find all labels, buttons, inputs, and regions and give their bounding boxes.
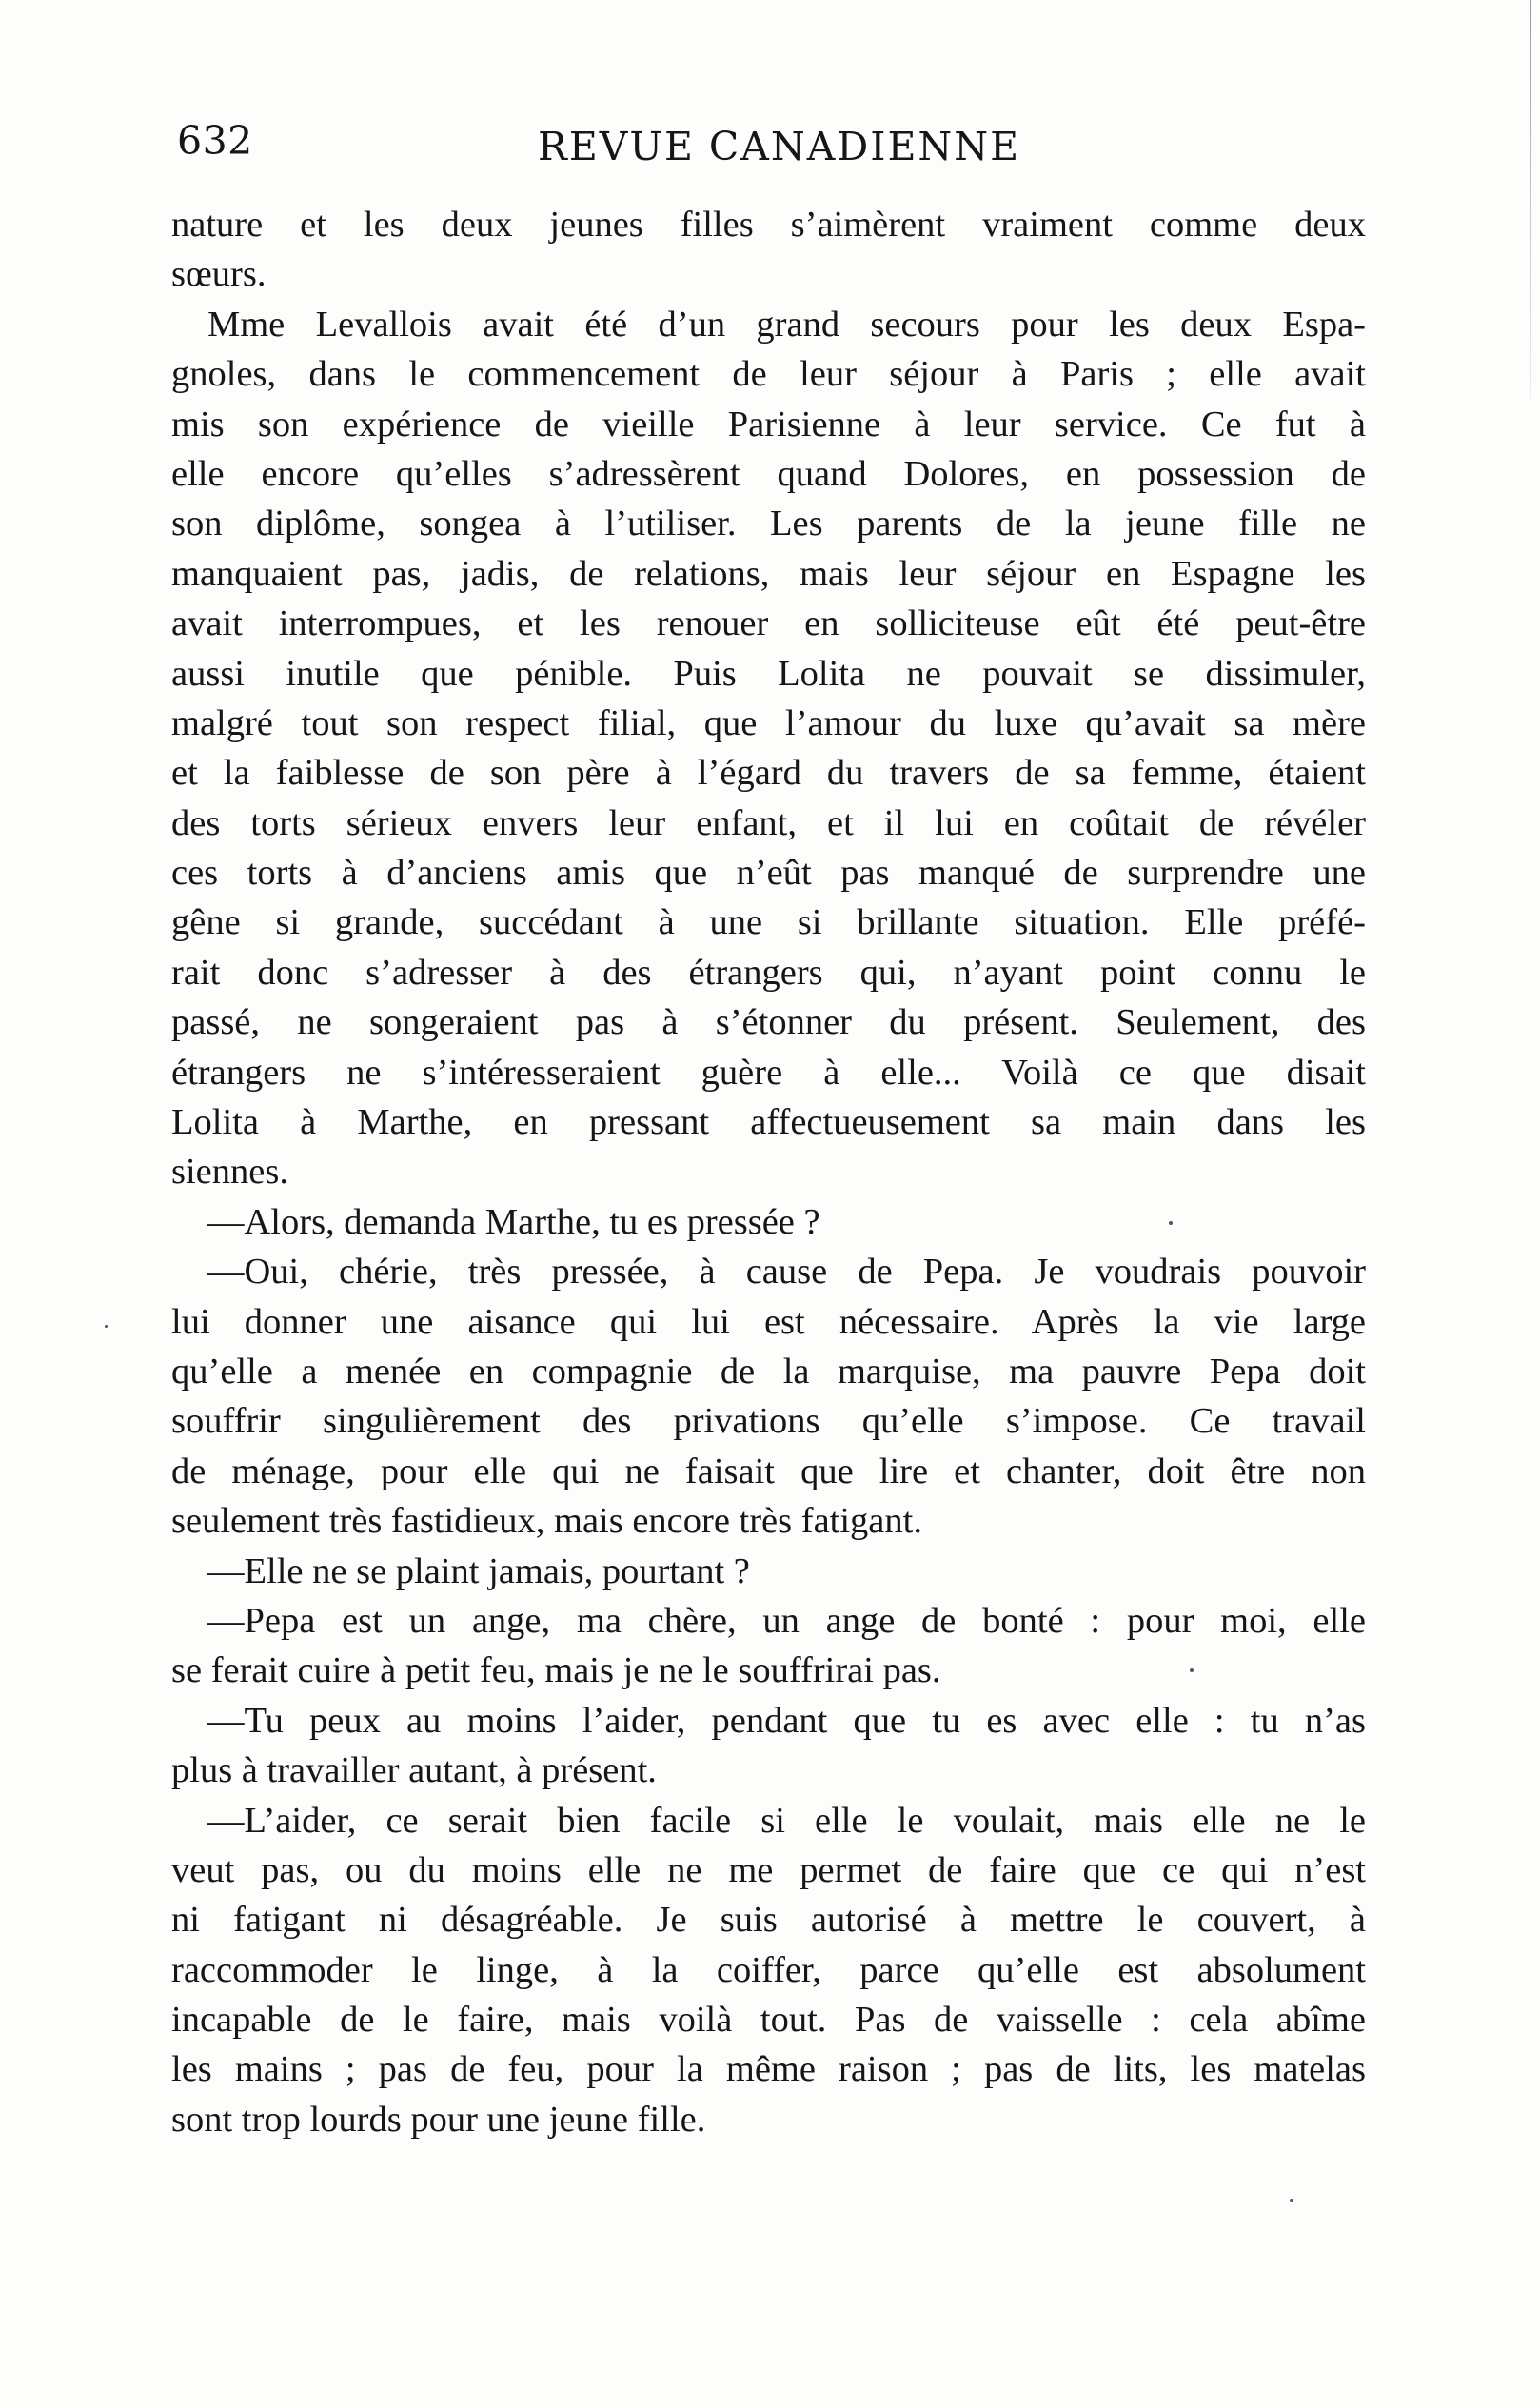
text-line: qu’elle a menée en compagnie de la marquise, ma pauvre Pepa doit — [171, 1351, 1366, 1392]
print-speck — [1190, 1668, 1194, 1672]
print-speck — [1169, 1221, 1173, 1225]
text-line: plus à travailler autant, à présent. — [171, 1750, 657, 1791]
text-line: de ménage, pour elle qui ne faisait que lire et chanter, doit être non — [171, 1451, 1366, 1491]
text-line: sont trop lourds pour une jeune fille. — [171, 2099, 706, 2140]
text-line: mis son expérience de vieille Parisienne à leur service. Ce fut à — [171, 404, 1366, 444]
text-line: ces torts à d’anciens amis que n’eût pas manqué de surprendre une — [171, 853, 1366, 894]
text-line: incapable de le faire, mais voilà tout. Pas de vaisselle : cela abîme — [171, 2000, 1366, 2041]
text-line: gêne si grande, succédant à une si brillante situation. Elle préfé- — [171, 902, 1366, 943]
text-line: —Oui, chérie, très pressée, à cause de Pepa. Je voudrais pouvoir — [207, 1252, 1366, 1293]
text-line: —L’aider, ce serait bien facile si elle le voulait, mais elle ne le — [207, 1800, 1366, 1841]
text-line: rait donc s’adresser à des étrangers qui, n’ayant point connu le — [171, 952, 1366, 993]
text-line: nature et les deux jeunes filles s’aimèrent vraiment comme deux — [171, 205, 1366, 245]
body-text — [171, 200, 1366, 2144]
text-line: gnoles, dans le commencement de leur séjour à Paris ; elle avait — [171, 354, 1366, 395]
text-line: veut pas, ou du moins elle ne me permet de faire que ce qui n’est — [171, 1849, 1366, 1890]
text-line: malgré tout son respect filial, que l’amour du luxe qu’avait sa mère — [171, 702, 1366, 743]
text-line: ni fatigant ni désagréable. Je suis autorisé à mettre le couvert, à — [171, 1900, 1366, 1941]
page-edge-rule — [1530, 0, 1531, 400]
text-line: seulement très fastidieux, mais encore très fatigant. — [171, 1501, 922, 1542]
text-line: aussi inutile que pénible. Puis Lolita ne pouvait se dissimuler, — [171, 653, 1366, 694]
text-line: elle encore qu’elles s’adressèrent quand Dolores, en possession de — [171, 453, 1366, 494]
text-line: se ferait cuire à petit feu, mais je ne le souffrirai pas. — [171, 1650, 941, 1691]
text-line: manquaient pas, jadis, de relations, mais leur séjour en Espagne les — [171, 553, 1366, 594]
print-speck — [1290, 2199, 1293, 2202]
text-line: son diplôme, songea à l’utiliser. Les parents de la jeune fille ne — [171, 503, 1366, 544]
text-line: et la faiblesse de son père à l’égard du travers de sa femme, étaient — [171, 753, 1366, 794]
text-line: lui donner une aisance qui lui est nécessaire. Après la vie large — [171, 1301, 1366, 1342]
page-number: 632 — [177, 118, 253, 164]
text-line: —Elle ne se plaint jamais, pourtant ? — [207, 1550, 750, 1591]
text-line: étrangers ne s’intéresseraient guère à elle... Voilà ce que disait — [171, 1052, 1366, 1093]
text-line: souffrir singulièrement des privations qu’elle s’impose. Ce travail — [171, 1401, 1366, 1442]
print-speck — [105, 1325, 108, 1328]
text-line: des torts sérieux envers leur enfant, et il lui en coûtait de révéler — [171, 802, 1366, 843]
text-line: Mme Levallois avait été d’un grand secours pour les deux Espa- — [207, 304, 1366, 345]
text-line: raccommoder le linge, à la coiffer, parce qu’elle est absolument — [171, 1949, 1366, 1990]
text-line: avait interrompues, et les renouer en solliciteuse eût été peut-être — [171, 603, 1366, 644]
running-title: REVUE CANADIENNE — [538, 124, 1021, 169]
text-line: passé, ne songeraient pas à s’étonner du présent. Seulement, des — [171, 1002, 1366, 1043]
text-line: sœurs. — [171, 254, 267, 295]
text-line: siennes. — [171, 1152, 288, 1193]
text-line: —Alors, demanda Marthe, tu es pressée ? — [207, 1201, 820, 1242]
text-line: Lolita à Marthe, en pressant affectueusement sa main dans les — [171, 1102, 1366, 1143]
text-line: —Pepa est un ange, ma chère, un ange de bonté : pour moi, elle — [207, 1600, 1366, 1641]
text-line: —Tu peux au moins l’aider, pendant que tu es avec elle : tu n’as — [207, 1700, 1366, 1741]
text-line: les mains ; pas de feu, pour la même raison ; pas de lits, les matelas — [171, 2049, 1366, 2090]
